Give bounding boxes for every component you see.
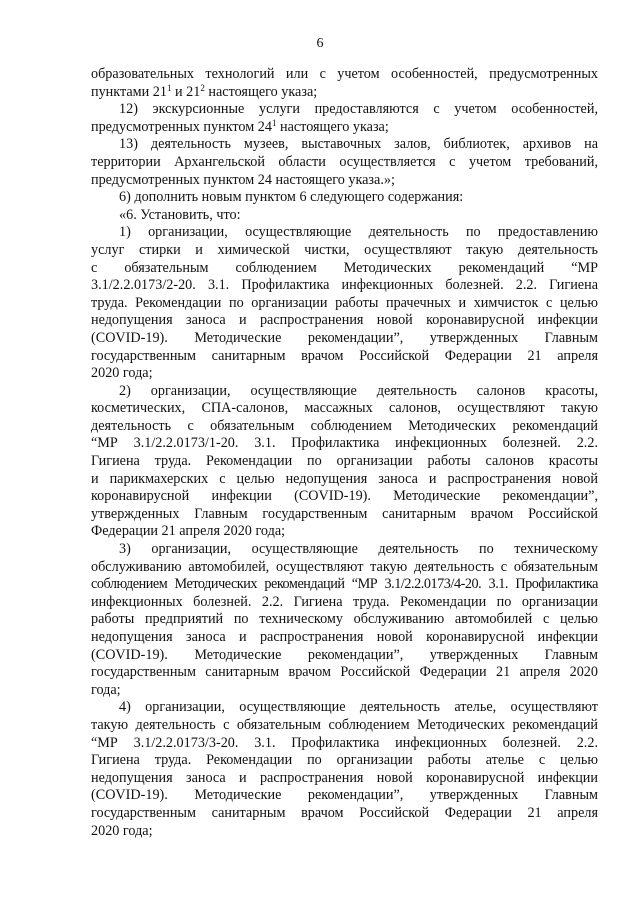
text-line: инфекционных болезней. 2.2. Гигиена труда. Рекомендации по организации xyxy=(91,593,598,610)
text-line: 3) организации, осуществляющие деятельность по техническому xyxy=(119,541,598,558)
text-line: “МР 3.1/2.2.0173/1-20. 3.1. Профилактика инфекционных болезней. 2.2. xyxy=(91,435,598,452)
text-line: Гигиена труда. Рекомендации по организации работы салонов красоты xyxy=(91,453,598,470)
document-body xyxy=(91,66,598,840)
text-line: труда. Рекомендации по организации работы прачечных и химчисток с целью xyxy=(91,294,598,311)
text-line: обслуживанию автомобилей, осуществляют такую деятельность с обязательным xyxy=(91,558,598,575)
text-line: недопущения заноса и распространения новой коронавирусной инфекции xyxy=(91,312,598,329)
text-line: работы предприятий по техническому обслуживанию автомобилей с целью xyxy=(91,611,598,628)
text-line: «6. Установить, что: xyxy=(119,206,241,223)
text-line: 13) деятельность музеев, выставочных залов, библиотек, архивов на xyxy=(119,136,598,153)
text-line: 12) экскурсионные услуги предоставляются с учетом особенностей, xyxy=(119,101,598,118)
text-line: предусмотренных пунктом 24 настоящего указа.»; xyxy=(91,171,395,188)
text-line: предусмотренных пунктом $24^1$ настоящего указа; xyxy=(91,117,389,135)
text-line: 2020 года; xyxy=(91,822,153,839)
text-line: 2) организации, осуществляющие деятельность салонов красоты, xyxy=(119,382,598,399)
text-line: 2020 года; xyxy=(91,365,153,382)
text-line: Гигиена труда. Рекомендации по организации работы ателье с целью xyxy=(91,752,598,769)
text-line: (COVID-19). Методические рекомендации”, утвержденных Главным xyxy=(91,646,598,663)
text-line: Федерации 21 апреля 2020 года; xyxy=(91,523,286,540)
superscript: 2 xyxy=(200,82,205,93)
text-line: “МР 3.1/2.2.0173/3-20. 3.1. Профилактика инфекционных болезней. 2.2. xyxy=(91,734,598,751)
text-line: недопущения заноса и распространения новой коронавирусной инфекции xyxy=(91,769,598,786)
text-line: соблюдением Методических рекомендаций “МР 3.1/2.2.0173/4-20. 3.1. Профилактика xyxy=(91,576,598,593)
text-line: утвержденных Главным государственным санитарным врачом Российской xyxy=(91,505,598,522)
text-line: 3.1/2.2.0173/2-20. 3.1. Профилактика инфекционных болезней. 2.2. Гигиена xyxy=(91,277,598,294)
text-line: года; xyxy=(91,681,121,698)
text-line: государственным санитарным врачом Российской Федерации 21 апреля xyxy=(91,347,598,364)
text-line: государственным санитарным врачом Российской Федерации 21 апреля 2020 xyxy=(91,664,598,681)
text-line: 4) организации, осуществляющие деятельность ателье, осуществляют xyxy=(119,699,598,716)
text-line: образовательных технологий или с учетом особенностей, предусмотренных xyxy=(91,66,598,82)
text-line: такую деятельность с обязательным соблюдением Методических рекомендаций xyxy=(91,716,598,733)
text-line: недопущения заноса и распространения новой коронавирусной инфекции xyxy=(91,629,598,645)
text-line: 6) дополнить новым пунктом 6 следующего содержания: xyxy=(119,189,464,206)
text-line: (COVID-19). Методические рекомендации”, утвержденных Главным xyxy=(91,329,598,346)
text-line: с обязательным соблюдением Методических рекомендаций “МР xyxy=(91,259,598,276)
text-line: пунктами $21^1$ и $21^2$ настоящего указа; xyxy=(91,82,318,100)
text-line: (COVID-19). Методические рекомендации”, утвержденных Главным xyxy=(91,787,598,804)
text-line: косметических, СПА-салонов, массажных салонов, осуществляют такую xyxy=(91,400,598,417)
text-line: 1) организации, осуществляющие деятельность по предоставлению xyxy=(119,224,598,241)
page-number: 6 xyxy=(316,36,324,51)
text-line: коронавирусной инфекции (COVID-19). Методические рекомендации”, xyxy=(91,488,598,505)
text-line: и парикмахерских с целью недопущения заноса и распространения новой xyxy=(91,470,598,487)
text-line: деятельность с обязательным соблюдением Методических рекомендаций xyxy=(91,417,598,434)
superscript: 1 xyxy=(271,117,277,128)
superscript: 1 xyxy=(166,82,172,93)
text-line: государственным санитарным врачом Российской Федерации 21 апреля xyxy=(91,804,598,821)
text-line: услуг стирки и химической чистки, осуществляют такую деятельность xyxy=(91,241,598,258)
text-line: территории Архангельской области осуществляется с учетом требований, xyxy=(91,153,598,170)
